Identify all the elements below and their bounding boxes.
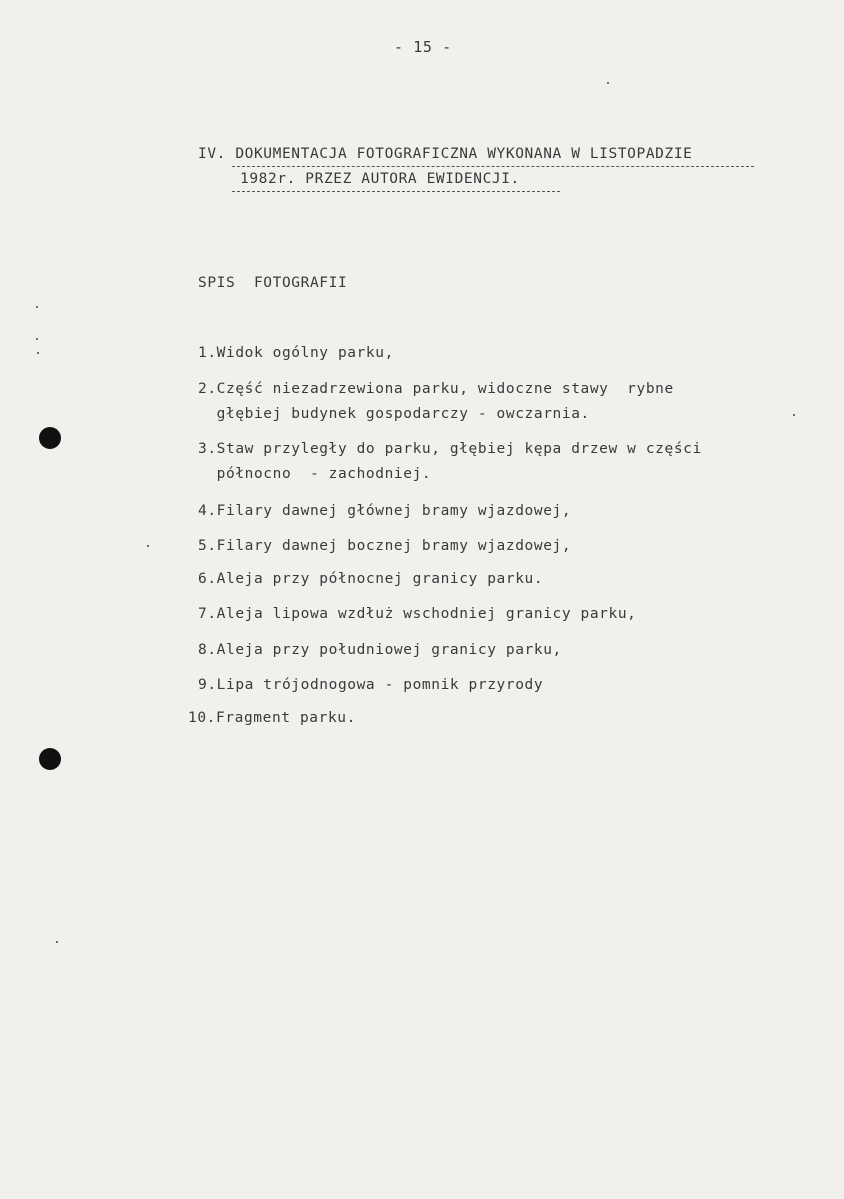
section-title-line-2: 1982r. PRZEZ AUTORA EWIDENCJI. xyxy=(240,171,520,187)
list-item-1-line-1: 1.Widok ogólny parku, xyxy=(198,345,394,361)
photo-list-heading: SPIS FOTOGRAFII xyxy=(198,275,348,291)
list-item-10-line-1: 10.Fragment parku. xyxy=(188,710,356,726)
list-item-3-line-2: północno - zachodniej. xyxy=(198,466,432,482)
punch-hole-upper xyxy=(39,427,61,449)
list-item-2-line-2: głębiej budynek gospodarczy - owczarnia. xyxy=(198,406,590,422)
paper-speck xyxy=(793,414,795,416)
paper-speck xyxy=(36,306,38,308)
list-item-6-line-1: 6.Aleja przy północnej granicy parku. xyxy=(198,571,544,587)
paper-speck xyxy=(147,545,149,547)
page-number: - 15 - xyxy=(394,38,452,56)
punch-hole-lower xyxy=(39,748,61,770)
list-item-3-line-1: 3.Staw przyległy do parku, głębiej kępa drzew w części xyxy=(198,441,702,457)
list-item-8-line-1: 8.Aleja przy południowej granicy parku, xyxy=(198,642,562,658)
paper-speck xyxy=(37,352,39,354)
list-item-7-line-1: 7.Aleja lipowa wzdłuż wschodniej granicy parku, xyxy=(198,606,637,622)
section-title-underline-1 xyxy=(232,166,754,167)
list-item-4-line-1: 4.Filary dawnej głównej bramy wjazdowej, xyxy=(198,503,572,519)
list-item-9-line-1: 9.Lipa trójodnogowa - pomnik przyrody xyxy=(198,677,544,693)
paper-speck xyxy=(56,941,58,943)
list-item-5-line-1: 5.Filary dawnej bocznej bramy wjazdowej, xyxy=(198,538,572,554)
list-item-2-line-1: 2.Część niezadrzewiona parku, widoczne stawy rybne xyxy=(198,381,674,397)
section-title-line-1: IV. DOKUMENTACJA FOTOGRAFICZNA WYKONANA W LISTOPADZIE xyxy=(198,146,693,162)
paper-speck xyxy=(607,82,609,84)
section-title-underline-2 xyxy=(232,191,560,192)
paper-speck xyxy=(36,338,38,340)
